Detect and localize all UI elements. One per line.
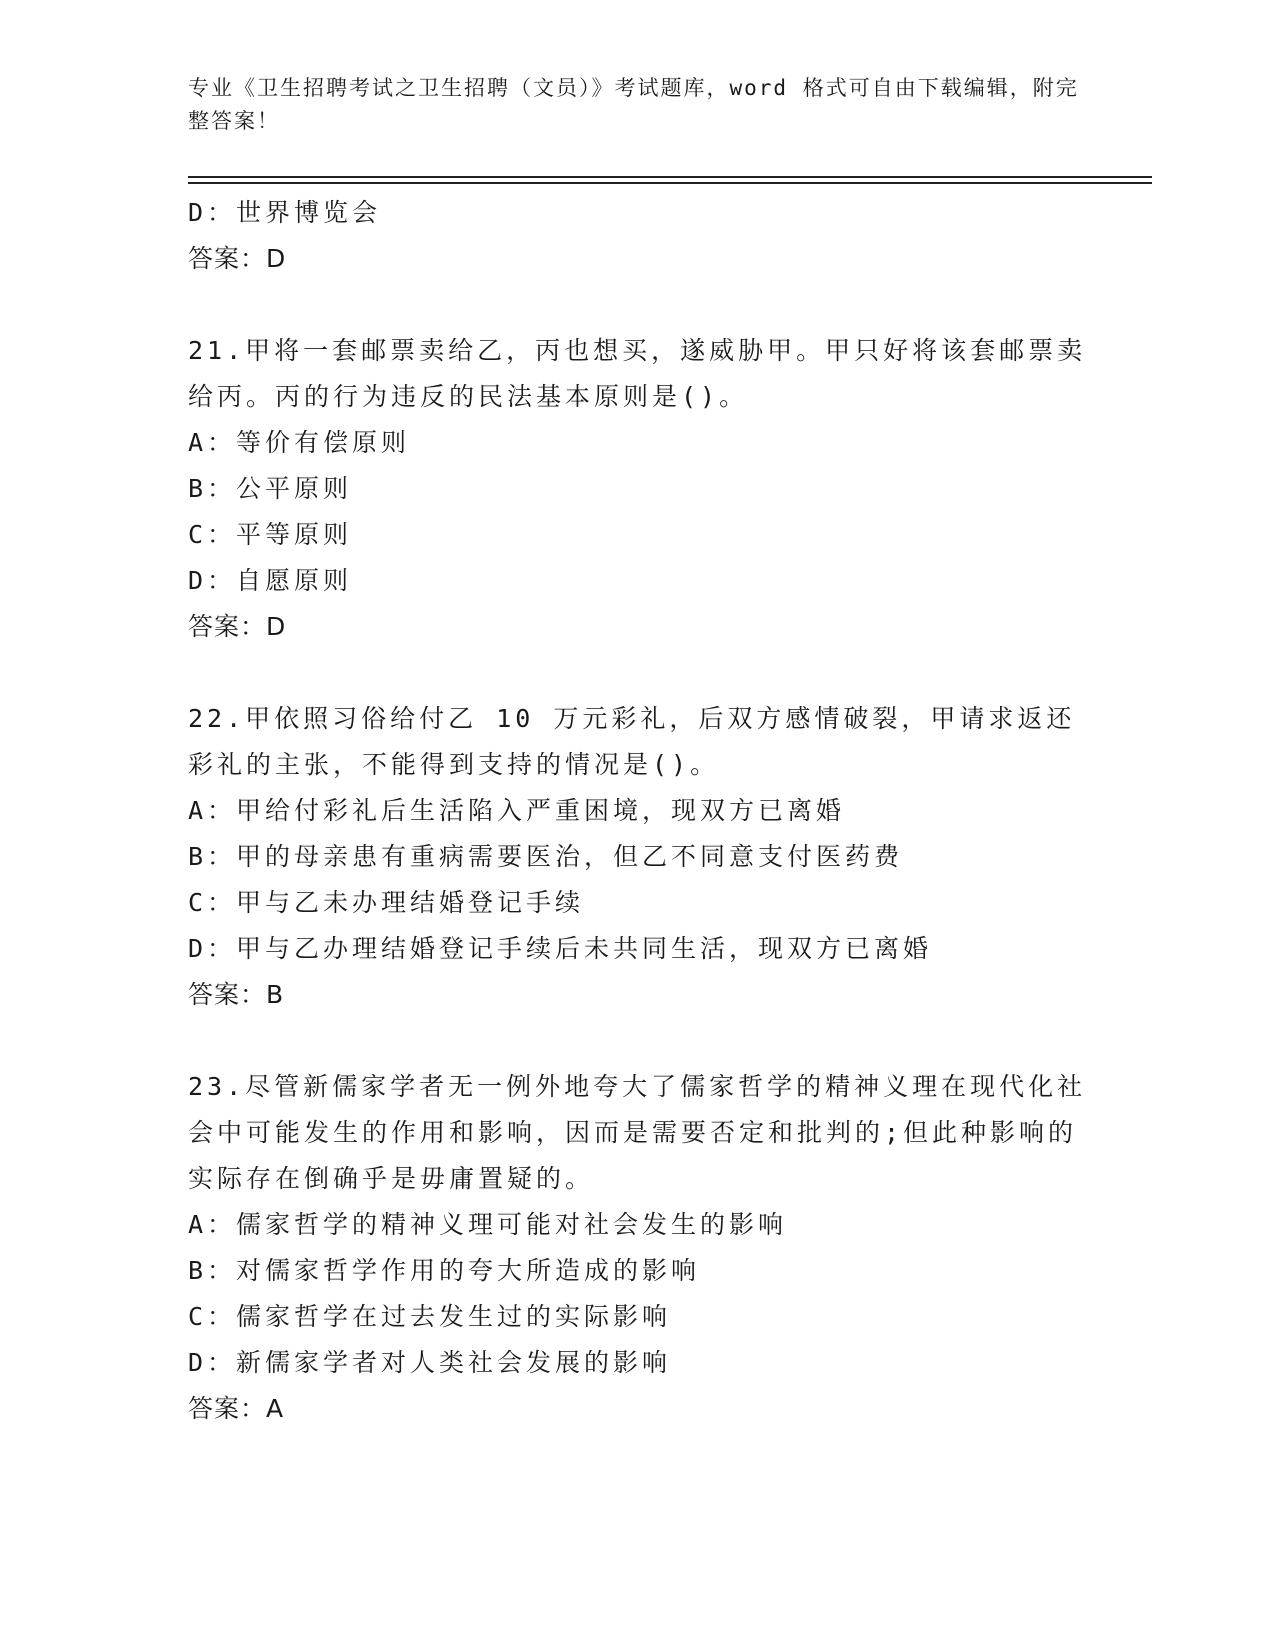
option-a: A：甲给付彩礼后生活陷入严重困境，现双方已离婚 — [188, 796, 846, 825]
question-spacer — [188, 282, 1088, 328]
document-header — [188, 72, 1088, 138]
answer-line: 答案：A — [188, 1394, 285, 1423]
option-a: A：儒家哲学的精神义理可能对社会发生的影响 — [188, 1210, 788, 1239]
option-c: C：甲与乙未办理结婚登记手续 — [188, 888, 585, 917]
answer-line: 答案：D — [188, 244, 287, 273]
header-divider-top — [188, 176, 1152, 178]
question-23 — [188, 1064, 1088, 1432]
option-b: B：对儒家哲学作用的夸大所造成的影响 — [188, 1256, 701, 1285]
header-divider-bottom — [188, 182, 1152, 184]
option-c: C：平等原则 — [188, 520, 353, 549]
question-stem: 23.尽管新儒家学者无一例外地夸大了儒家哲学的精神义理在现代化社会中可能发生的作用和影响，因而是需要否定和批判的;但此种影响的实际存在倒确乎是毋庸置疑的。 — [188, 1072, 1087, 1193]
answer-line: 答案：D — [188, 612, 287, 641]
option-a: A：等价有偿原则 — [188, 428, 411, 457]
option-d: D：新儒家学者对人类社会发展的影响 — [188, 1348, 672, 1377]
option-b: B：甲的母亲患有重病需要医治，但乙不同意支付医药费 — [188, 842, 904, 871]
question-21 — [188, 328, 1088, 650]
option-d: D：世界博览会 — [188, 198, 382, 227]
answer-line: 答案：B — [188, 980, 285, 1009]
option-b: B：公平原则 — [188, 474, 353, 503]
question-22 — [188, 696, 1088, 1018]
question-stem: 22.甲依照习俗给付乙 10 万元彩礼，后双方感情破裂，甲请求返还彩礼的主张，不能得到支持的情况是()。 — [188, 704, 1076, 779]
option-d: D：甲与乙办理结婚登记手续后未共同生活，现双方已离婚 — [188, 934, 933, 963]
question-spacer — [188, 1018, 1088, 1064]
option-c: C：儒家哲学在过去发生过的实际影响 — [188, 1302, 672, 1331]
option-d: D：自愿原则 — [188, 566, 353, 595]
question-stem: 21.甲将一套邮票卖给乙，丙也想买，遂威胁甲。甲只好将该套邮票卖给丙。丙的行为违反的民法基本原则是()。 — [188, 336, 1087, 411]
question-spacer — [188, 650, 1088, 696]
question-list — [188, 190, 1088, 1432]
header-intro-text: 专业《卫生招聘考试之卫生招聘（文员）》考试题库，word 格式可自由下载编辑，附完整答案！ — [188, 76, 1079, 133]
previous-question-tail — [188, 190, 1088, 282]
